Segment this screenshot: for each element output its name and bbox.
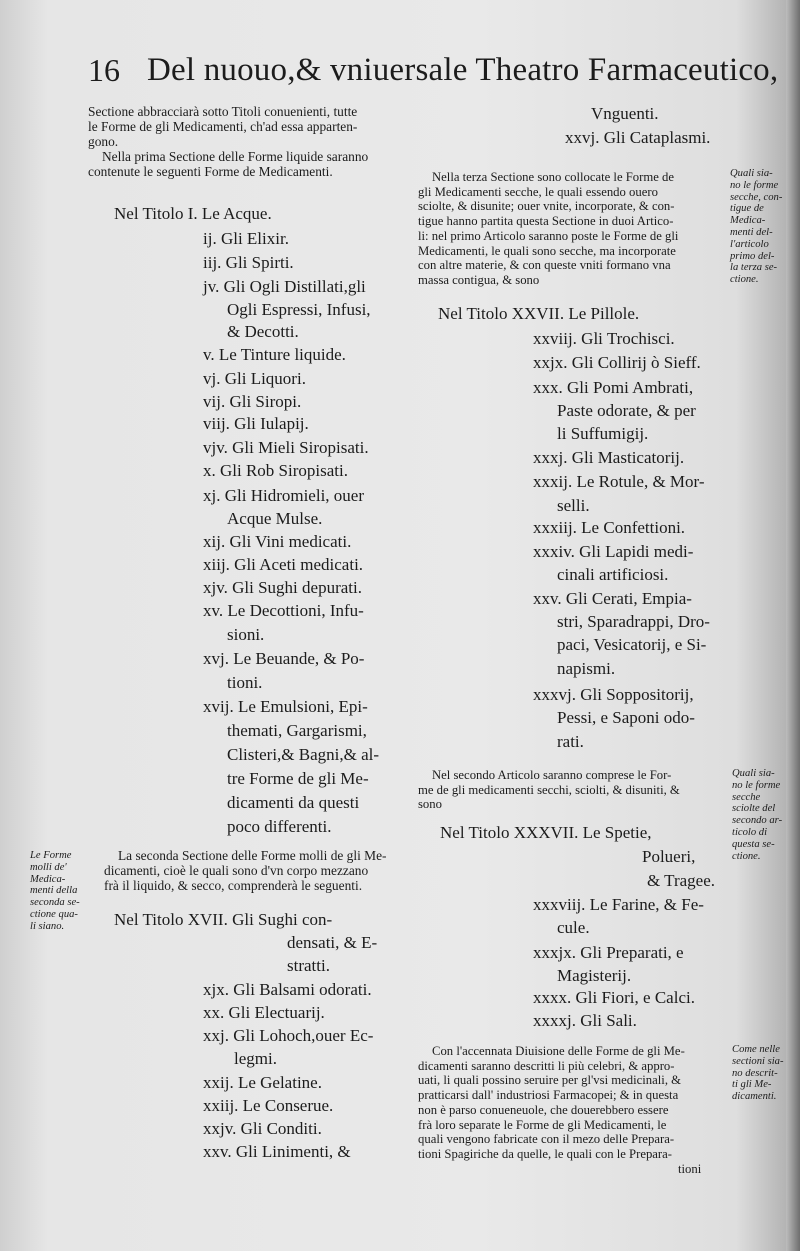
list-item: xiij. Gli Aceti medicati. [203,555,364,574]
list-item: vij. Gli Siropi. [203,392,302,411]
list-item: xxxx. Gli Fiori, e Calci. [533,988,695,1007]
list-item: xxiij. Le Conserue. [203,1096,334,1115]
text-line: Medicamenti, le quali sono secche, ma incorporate [418,243,676,258]
note-line: Medica- [30,873,66,885]
list-item: napismi. [557,659,616,678]
fourth-section-paragraph [418,768,728,812]
list-item: Vnguenti. [591,104,659,123]
note-line: ti gli Me- [732,1079,772,1091]
text-line: con altre materie, & con queste vniti formano vna [418,258,671,273]
list-item: xxxxj. Gli Sali. [533,1011,637,1030]
list-item: Nel Titolo XVII. Gli Sughi con- [114,910,333,929]
text-line: frà il liquido, & secco, comprenderà le seguenti. [104,878,363,893]
list-item: selli. [557,496,590,515]
list-item: & Tragee. [647,871,715,890]
list-item: viij. Gli Iulapij. [203,414,309,433]
list-item: li Suffumigij. [557,424,649,443]
note-line: Quali sia- [732,768,775,779]
note-line: la terza se- [730,262,778,274]
note-line: ticolo di [732,826,768,838]
fifth-paragraph [418,1044,730,1176]
list-item: xxij. Le Gelatine. [203,1073,322,1092]
list-item: Nel Titolo I. Le Acque. [114,204,272,223]
list-item: xxvj. Gli Cataplasmi. [565,128,711,147]
text-line: tioni Spagiriche da quelle, le quali con le Prepara- [418,1146,673,1161]
list-item: tre Forme de gli Me- [227,769,369,788]
list-item: xxjv. Gli Conditi. [203,1119,322,1138]
list-item: iij. Gli Spirti. [203,253,294,272]
text-line: tigue hanno partita questa Sectione in duoi Artico- [418,214,674,229]
note-line: l'articolo [730,238,769,250]
list-item: x. Gli Rob Siropisati. [203,461,348,480]
list-item: xxv. Gli Linimenti, & [203,1142,351,1161]
note-line: Come nelle [732,1044,780,1055]
list-item: xxxj. Gli Masticatorij. [533,448,685,467]
text-line: uati, li quali possino seruire per gl'vsi medicinali, & [418,1073,682,1088]
list-item: cinali artificiosi. [557,565,669,584]
note-line: li siano. [30,920,65,932]
list-item: tioni. [227,673,263,692]
list-item: cule. [557,918,590,937]
list-item: ij. Gli Elixir. [203,229,289,248]
text-line: dicamenti saranno descritti li più celebri, & appro- [418,1058,675,1073]
margin-note [732,768,782,862]
list-item: xxxviij. Le Farine, & Fe- [533,895,704,914]
text-line: me de gli medicamenti secchi, sciolti, & disuniti, & [418,782,680,797]
list-item: xxviij. Gli Trochisci. [533,329,675,348]
text-line: sciolte, & disunite; ouer vnite, incorporate, & con- [418,199,675,214]
page-edge-shadow [786,0,800,1251]
list-item: Clisteri,& Bagni,& al- [227,745,380,764]
list-item: xv. Le Decottioni, Infu- [203,601,364,620]
note-line: Le Forme [30,850,72,861]
text-line: dicamenti, cioè le quali sono d'vn corpo mezzano [104,863,369,878]
text-line: sono [418,797,442,812]
text-line: non è parso conueneuole, che douerebbero essere [418,1102,669,1117]
note-line: primo del- [730,250,775,262]
note-line: menti del- [730,226,773,238]
text-line: li: nel primo Articolo saranno poste le Forme de gli [418,228,679,243]
list-item: themati, Gargarismi, [227,721,367,740]
list-item: xjv. Gli Sughi depurati. [203,578,362,597]
note-line: ctione. [730,274,759,286]
list-item: Acque Mulse. [227,509,323,528]
note-line: no descrit- [732,1067,778,1079]
page-number: 16 [88,52,120,88]
list-item: xxxvj. Gli Soppositorij, [533,685,694,704]
list-item: xij. Gli Vini medicati. [203,532,352,551]
second-section-paragraph [104,848,404,893]
note-line: no le forme [730,179,779,191]
third-section-paragraph [418,170,728,288]
margin-note [30,850,80,933]
text-line: Sectione abbracciarà sotto Titoli conuenienti, tutte [88,104,358,119]
text-line: pratticarsi dall' industriosi Farmacopei; & in questa [418,1088,679,1103]
list-item: xxxiij. Le Confettioni. [533,518,686,537]
note-line: secondo ar- [732,815,783,827]
list-item: Ogli Espressi, Infusi, [227,300,371,319]
text-line: le Forme de gli Medicamenti, ch'ad essa apparten- [88,119,358,134]
note-line: dicamenti. [732,1091,777,1103]
list-item: legmi. [234,1049,277,1068]
text-line: Nella prima Sectione delle Forme liquide saranno [102,149,369,164]
text-line: La seconda Sectione delle Forme molli de gli Me- [118,848,387,863]
list-item: xx. Gli Electuarij. [203,1003,325,1022]
text-line: Con l'accennata Diuisione delle Forme de gli Me- [432,1044,685,1058]
text-line: Nel secondo Articolo saranno comprese le For- [432,768,672,782]
list-item: xxjx. Gli Collirij ò Sieff. [533,353,701,372]
list-item: xxv. Gli Cerati, Empia- [533,589,692,608]
list-item: poco differenti. [227,817,332,836]
note-line: Quali sia- [730,168,773,179]
note-line: questa se- [732,838,775,850]
note-line: no le forme [732,779,781,791]
note-line: molli de' [30,861,67,873]
list-item: densati, & E- [287,933,378,952]
list-item: Pessi, e Saponi odo- [557,708,695,727]
note-line: menti della [30,885,78,897]
margin-note [732,1044,784,1103]
note-line: secche [732,791,761,803]
note-line: sectioni sia- [732,1055,784,1067]
list-item: xxj. Gli Lohoch,ouer Ec- [203,1026,374,1045]
list-item: xxx. Gli Pomi Ambrati, [533,378,694,397]
text-line: Nella terza Sectione sono collocate le Forme de [432,170,675,184]
running-title: Del nuouo,& vniuersale Theatro Farmaceutico, [147,52,779,88]
text-line: frà loro separate le Forme de gli Medicamenti, le [418,1117,667,1132]
list-item: Polueri, [642,847,696,866]
text-line: contenute le seguenti Forme de Medicamenti. [88,164,333,179]
list-item: xxxiv. Gli Lapidi medi- [533,542,694,561]
note-line: seconda se- [30,897,80,909]
list-item: xxxjx. Gli Preparati, e [533,943,684,962]
list-item: & Decotti. [227,322,299,341]
note-line: ctione. [732,850,761,862]
list-item: Nel Titolo XXVII. Le Pillole. [438,304,640,323]
intro-paragraph [88,104,388,179]
text-line: tioni [678,1161,702,1176]
list-item: Magisterij. [557,966,632,985]
list-item: vjv. Gli Mieli Siropisati. [203,438,369,457]
list-item: stratti. [287,956,330,975]
text-line: gli Medicamenti secche, le quali essendo ouero [418,184,658,199]
list-item: sioni. [227,625,265,644]
list-item: vj. Gli Liquori. [203,369,306,388]
margin-note [730,168,782,286]
list-item: dicamenti da questi [227,793,360,812]
list-item: xvij. Le Emulsioni, Epi- [203,697,368,716]
list-item: paci, Vesicatorij, e Si- [557,635,707,654]
list-item: Nel Titolo XXXVII. Le Spetie, [440,823,652,842]
list-item: xxxij. Le Rotule, & Mor- [533,472,705,491]
text-line: gono. [88,134,119,149]
list-item: rati. [557,732,584,751]
list-item: xvj. Le Beuande, & Po- [203,649,365,668]
note-line: secche, con- [730,191,783,203]
list-item: v. Le Tinture liquide. [203,345,346,364]
list-item: jv. Gli Ogli Distillati,gli [203,277,366,296]
list-item: Paste odorate, & per [557,401,696,420]
note-line: sciolte del [732,803,776,815]
note-line: tigue de [730,203,764,215]
note-line: ctione qua- [30,908,78,920]
text-line: massa contigua, & sono [418,272,540,287]
text-line: quali vengono fabricate con il mezo delle Prepara- [418,1132,675,1147]
list-item: stri, Sparadrappi, Dro- [557,612,710,631]
note-line: Medica- [730,215,766,227]
list-item: xjx. Gli Balsami odorati. [203,980,372,999]
list-item: xj. Gli Hidromieli, ouer [203,486,365,505]
